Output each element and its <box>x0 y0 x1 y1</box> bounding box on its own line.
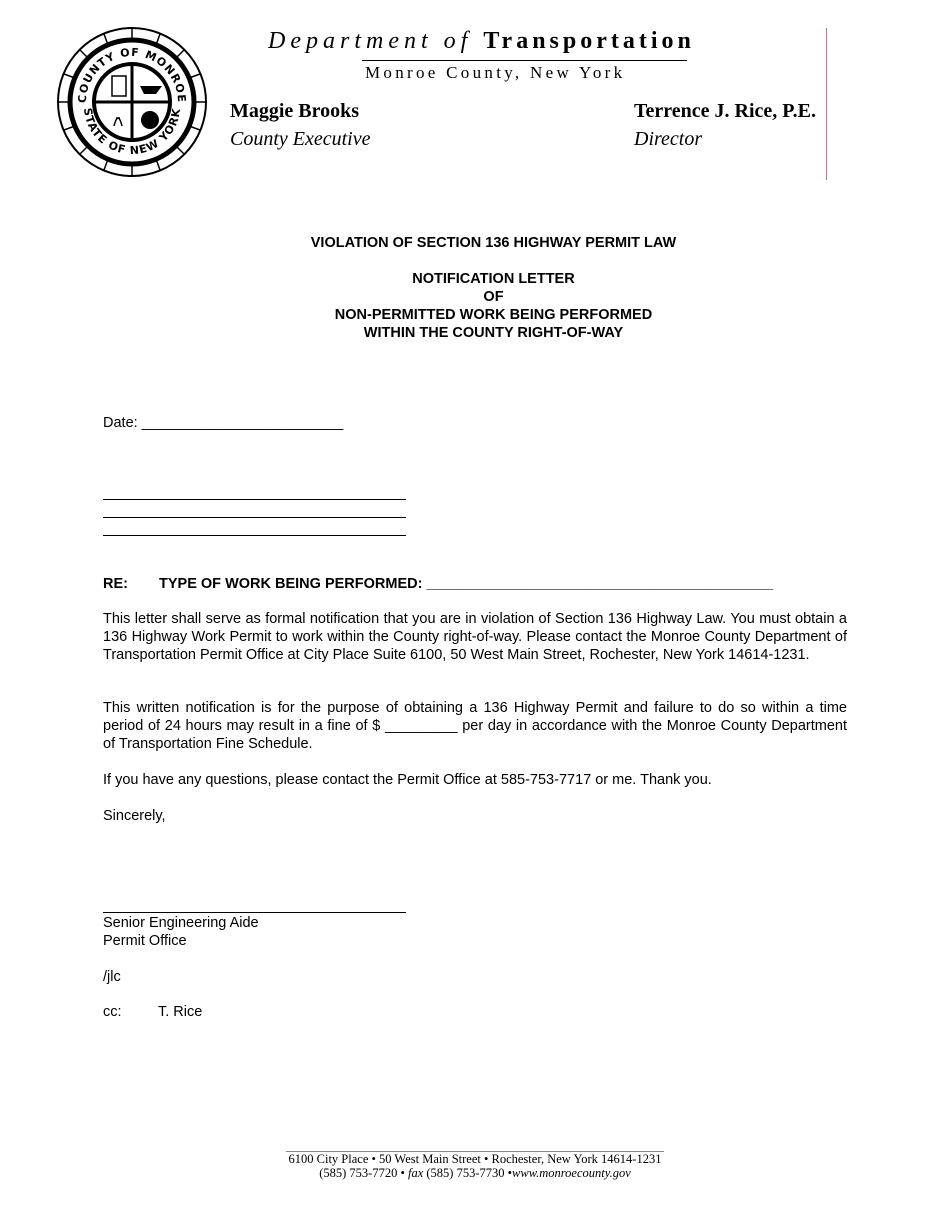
seal-top-text: COUNTY OF MONROE <box>75 45 189 104</box>
dept-name: Transportation <box>483 28 695 54</box>
signature-line[interactable] <box>103 912 406 913</box>
dept-of: of <box>443 28 473 54</box>
footer-fax-label: fax <box>407 1166 424 1180</box>
re-label: RE: <box>103 576 128 592</box>
body-paragraph-3: If you have any questions, please contact the Permit Office at 585-753-7717 or me. Thank you. <box>103 772 712 788</box>
cc-label: cc: <box>103 1004 122 1020</box>
body-paragraph-2: This written notification is for the purpose of obtaining a 136 Highway Permit and failure to do so within a time period of 24 hours may result in a fine of $ _________ per day in accordance with the Monroe County Department of Transportation Fine Schedule. <box>103 700 847 752</box>
director-title: Director <box>634 128 703 150</box>
director-name: Terrence J. Rice, P.E. <box>634 100 817 122</box>
footer-contact <box>0 1166 950 1181</box>
footer-website[interactable]: www.monroecounty.gov <box>512 1166 631 1180</box>
department-subtitle: Monroe County, New York <box>365 63 626 82</box>
letterhead-divider <box>362 60 687 61</box>
letter-subtitle-line-2: OF <box>483 289 504 305</box>
county-executive-title: County Executive <box>230 128 371 150</box>
county-executive-name: Maggie Brooks <box>230 100 360 122</box>
footer-address: 6100 City Place • 50 West Main Street • Rochester, New York 14614-1231 <box>288 1152 662 1166</box>
seal-bottom-text: STATE OF NEW YORK <box>80 107 184 158</box>
letter-subtitle-line-1: NOTIFICATION LETTER <box>412 271 575 287</box>
footer-phone: (585) 753-7720 • <box>319 1166 405 1180</box>
signer-office: Permit Office <box>103 933 187 949</box>
recipient-address-line[interactable] <box>103 499 406 500</box>
letter-subtitle-line-3: NON-PERMITTED WORK BEING PERFORMED <box>334 307 653 323</box>
work-type-field[interactable]: TYPE OF WORK BEING PERFORMED: ___________________________________________ <box>159 576 774 592</box>
body-paragraph-1: This letter shall serve as formal notification that you are in violation of Section 136 Highway Law. You must obtain a 136 Highway Work Permit to work within the County right-of-way. Please contact the Monroe County Department of Transportation Permit Office at City Place Suite 6100, 50 West Main Street, Rochester, New York 14614-1231. <box>103 611 847 663</box>
letter-subtitle-line-4: WITHIN THE COUNTY RIGHT-OF-WAY <box>363 325 624 341</box>
recipient-address-line[interactable] <box>103 517 406 518</box>
department-title <box>268 28 695 55</box>
date-field[interactable]: Date: _________________________ <box>103 415 344 431</box>
letter-main-title: VIOLATION OF SECTION 136 HIGHWAY PERMIT LAW <box>310 235 677 251</box>
margin-line <box>826 28 827 180</box>
county-seal-icon <box>56 26 208 178</box>
dept-prefix: Department <box>268 28 433 54</box>
recipient-address-line[interactable] <box>103 535 406 536</box>
typist-initials: /jlc <box>103 969 121 985</box>
closing: Sincerely, <box>103 808 166 824</box>
footer-fax: (585) 753-7730 • <box>426 1166 513 1180</box>
cc-recipient: T. Rice <box>158 1004 203 1020</box>
re-line[interactable] <box>103 575 773 593</box>
signer-title: Senior Engineering Aide <box>103 915 259 931</box>
